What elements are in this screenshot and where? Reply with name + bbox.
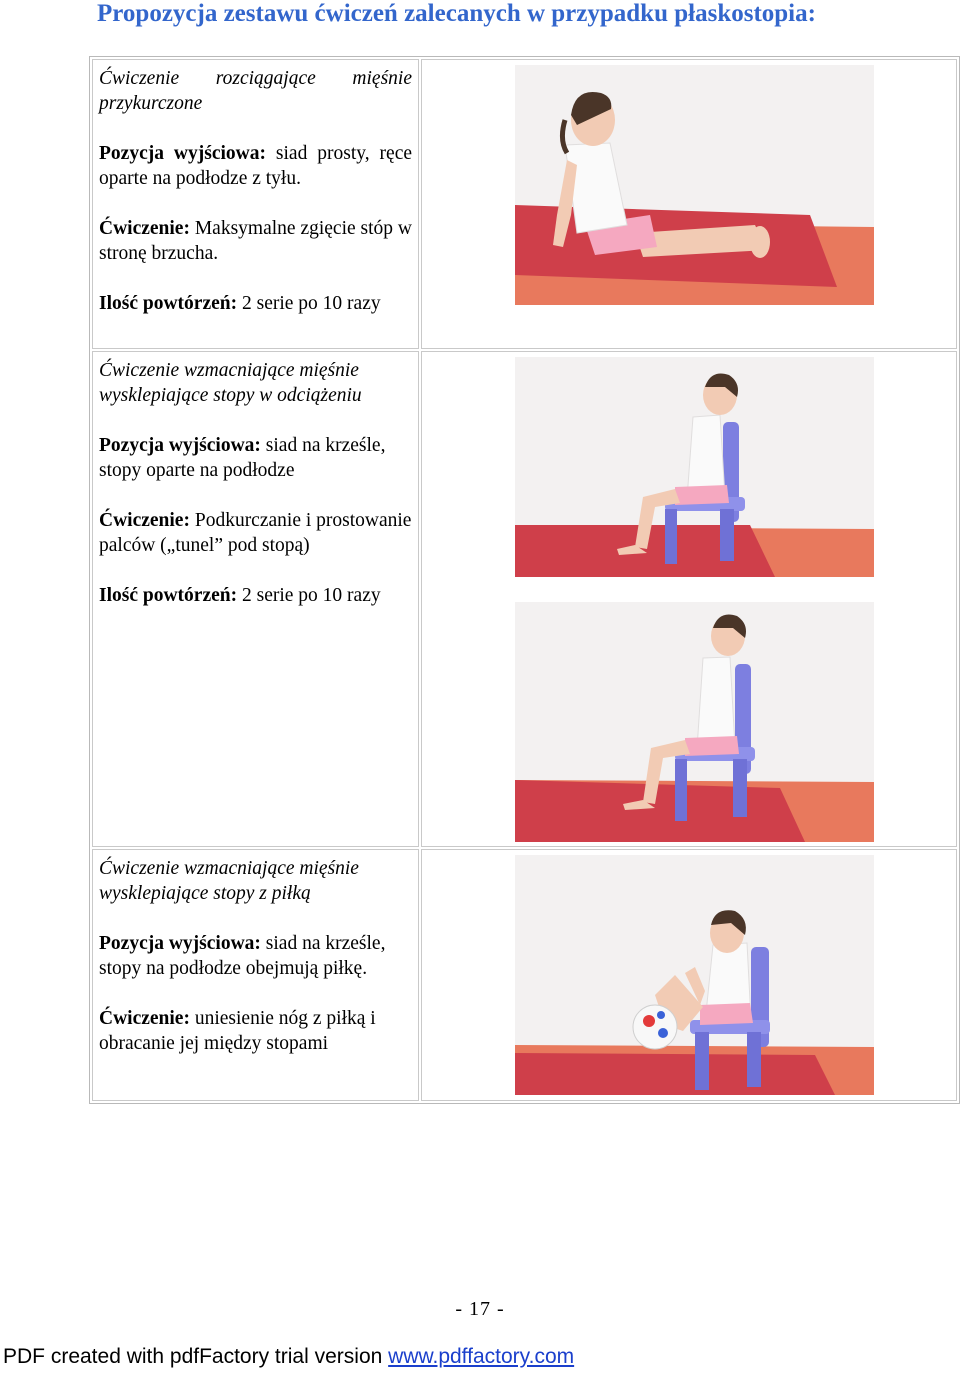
footer-text: PDF created with pdfFactory trial version [3, 1345, 383, 1368]
photo-chair-toes-second [515, 602, 874, 842]
exercise-description [92, 849, 419, 1101]
repetitions: Ilość powtórzeń: 2 serie po 10 razy [99, 585, 381, 606]
photo-chair-toes [515, 357, 874, 577]
exercise-heading: Ćwiczenie wzmacniające mięśnie wysklepiające stopy w odciążeniu [99, 360, 362, 406]
page-title: Propozycja zestawu ćwiczeń zalecanych w przypadku płaskostopia: [97, 0, 816, 27]
exercise-description [92, 351, 419, 847]
photo-sitting-straight [515, 65, 874, 305]
starting-position: Pozycja wyjściowa: siad prosty, ręce oparte na podłodze z tyłu. [99, 143, 413, 189]
exercise-row [92, 849, 957, 1101]
pdf-footer [3, 1345, 574, 1369]
exercise-instruction: Ćwiczenie: uniesienie nóg z piłką i obracanie jej między stopami [99, 1008, 376, 1054]
photo-chair-ball [515, 855, 874, 1095]
exercise-table [89, 56, 960, 1104]
photo-cell [421, 351, 957, 847]
starting-position: Pozycja wyjściowa: siad na krześle, stopy na podłodze obejmują piłkę. [99, 933, 386, 979]
exercise-description [92, 59, 419, 349]
exercise-row [92, 59, 957, 349]
exercise-heading: Ćwiczenie rozciągające mięśnie przykurczone [99, 68, 412, 114]
footer-link[interactable]: www.pdffactory.com [388, 1345, 575, 1368]
exercise-instruction: Ćwiczenie: Maksymalne zgięcie stóp w stronę brzucha. [99, 218, 412, 264]
photo-cell [421, 849, 957, 1101]
exercise-instruction: Ćwiczenie: Podkurczanie i prostowanie palców („tunel” pod stopą) [99, 510, 412, 556]
repetitions: Ilość powtórzeń: 2 serie po 10 razy [99, 293, 381, 314]
starting-position: Pozycja wyjściowa: siad na krześle, stopy oparte na podłodze [99, 435, 386, 481]
exercise-row [92, 351, 957, 847]
page-number: - 17 - [455, 1298, 505, 1320]
photo-cell [421, 59, 957, 349]
exercise-heading: Ćwiczenie wzmacniające mięśnie wysklepiające stopy z piłką [99, 858, 359, 904]
